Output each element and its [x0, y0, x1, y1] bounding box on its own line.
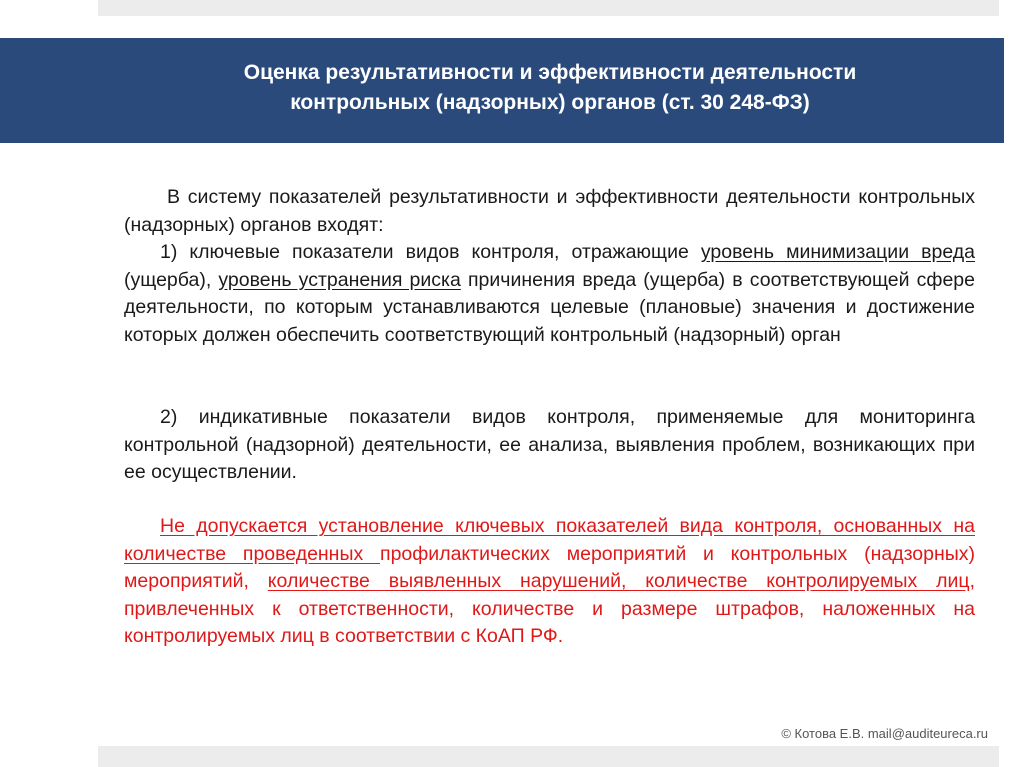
warning-mid: профилактических мероприятий и контрольных (надзорных) мероприятий,	[124, 542, 976, 592]
top-strip-bar	[98, 0, 999, 16]
warning-rest: , привлеченных к ответственности, количестве и размере штрафов, наложенных на контролируемых лиц в соответствии с КоАП РФ.	[124, 570, 975, 647]
intro-paragraph	[124, 184, 975, 239]
footer-credit: © Котова Е.В. mail@auditeureca.ru	[781, 726, 988, 741]
item-1-paragraph	[124, 239, 975, 349]
item-1-rest: причинения вреда (ущерба) в соответствующей сфере деятельности, по которым устанавливаются целевые (плановые) значения и достижение которых должен обеспечить соответствующий контрольный (надзорный) орган	[124, 268, 975, 346]
item-1-underline-harm: уровень минимизации вреда	[700, 241, 975, 263]
top-strip	[0, 0, 1024, 38]
item-1-mid: (ущерба),	[124, 268, 219, 291]
slide-title-line-1: Оценка результативности и эффективности деятельности	[243, 61, 857, 84]
item-1-underline-risk: уровень устранения риска	[218, 268, 461, 291]
warning-paragraph	[124, 513, 975, 651]
intro-text: В систему показателей результативности и эффективности деятельности контрольных (надзорных) органов входят:	[124, 186, 975, 236]
warning-underline-1: Не допускается установление ключевых показателей вида контроля, основанных на количестве проведенных	[124, 515, 975, 565]
warning-underline-2: количестве выявленных нарушений, количестве контролируемых лиц	[267, 570, 970, 592]
bottom-bar	[98, 746, 999, 767]
slide-title-line-2: контрольных (надзорных) органов (ст. 30 248-ФЗ)	[290, 91, 810, 114]
slide-title	[130, 58, 970, 118]
item-2-paragraph	[124, 404, 975, 487]
item-2-text: 2) индикативные показатели видов контроля, применяемые для мониторинга контрольной (надзорной) деятельности, ее анализа, выявления проблем, возникающих при ее осуществлении.	[124, 406, 975, 483]
item-1-prefix: 1) ключевые показатели видов контроля, отражающие	[160, 241, 701, 263]
